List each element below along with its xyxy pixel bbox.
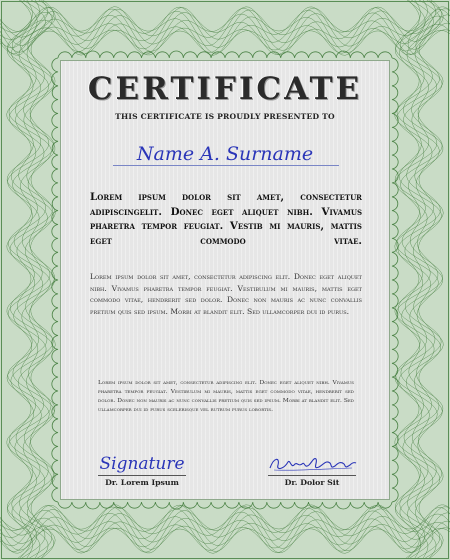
fine-print-paragraph (98, 379, 354, 415)
signer-name-left: Dr. Lorem Ipsum (105, 478, 179, 487)
name-underline (113, 165, 339, 166)
signature-script-left: Signature (99, 454, 185, 474)
presented-to-line: THIS CERTIFICATE IS PROUDLY PRESENTED TO (115, 112, 335, 121)
fine-print-text: Lorem ipsum dolor sit amet, consectetur adipiscing elit. Donec eget aliquet nibh. Vivamus pharetra tempor feugiat. Vestibulum mi mauris, mattis eget commodo vitae, hendrerit sed dolor. Donec non mauris ac nunc convallis pretium quis sed ipsum. Morbi at blandit elit. Sed ullamcorper dui id purus scelerisque vel rutrum purus lobortis. (98, 380, 354, 413)
signature-line-left (98, 475, 186, 476)
lead-paragraph (90, 190, 362, 248)
body-paragraph (90, 271, 362, 318)
signature-block-left (87, 453, 197, 487)
certificate-panel (60, 60, 390, 500)
handwritten-signature-mark (264, 453, 360, 475)
body-paragraph-text: Lorem ipsum dolor sit amet, consectetur adipiscing elit. Donec eget aliquet nibh. Vivamus pharetra tempor feugiat. Vestibulum mi mauris, mattis eget commodo vitae, hendrerit sed dolor. Donec non mauris ac nunc convallis pretium quis sed ipsum. Morbi at blandit elit. Sed ullamcorper dui id purus. (90, 272, 362, 317)
signature-block-right (257, 453, 367, 487)
lead-paragraph-text: Lorem ipsum dolor sit amet, consectetur adipiscingelit. Donec eget aliquet nibh. Vivamus pharetra tempor feugiat. Vestib mi mauris, mattis eget commodo vitae. (90, 191, 362, 247)
signature-line-right (268, 475, 356, 476)
signer-name-right: Dr. Dolor Sit (284, 478, 340, 487)
certificate-title: CERTIFICATE (87, 71, 363, 107)
recipient-name: Name A. Surname (136, 143, 314, 165)
